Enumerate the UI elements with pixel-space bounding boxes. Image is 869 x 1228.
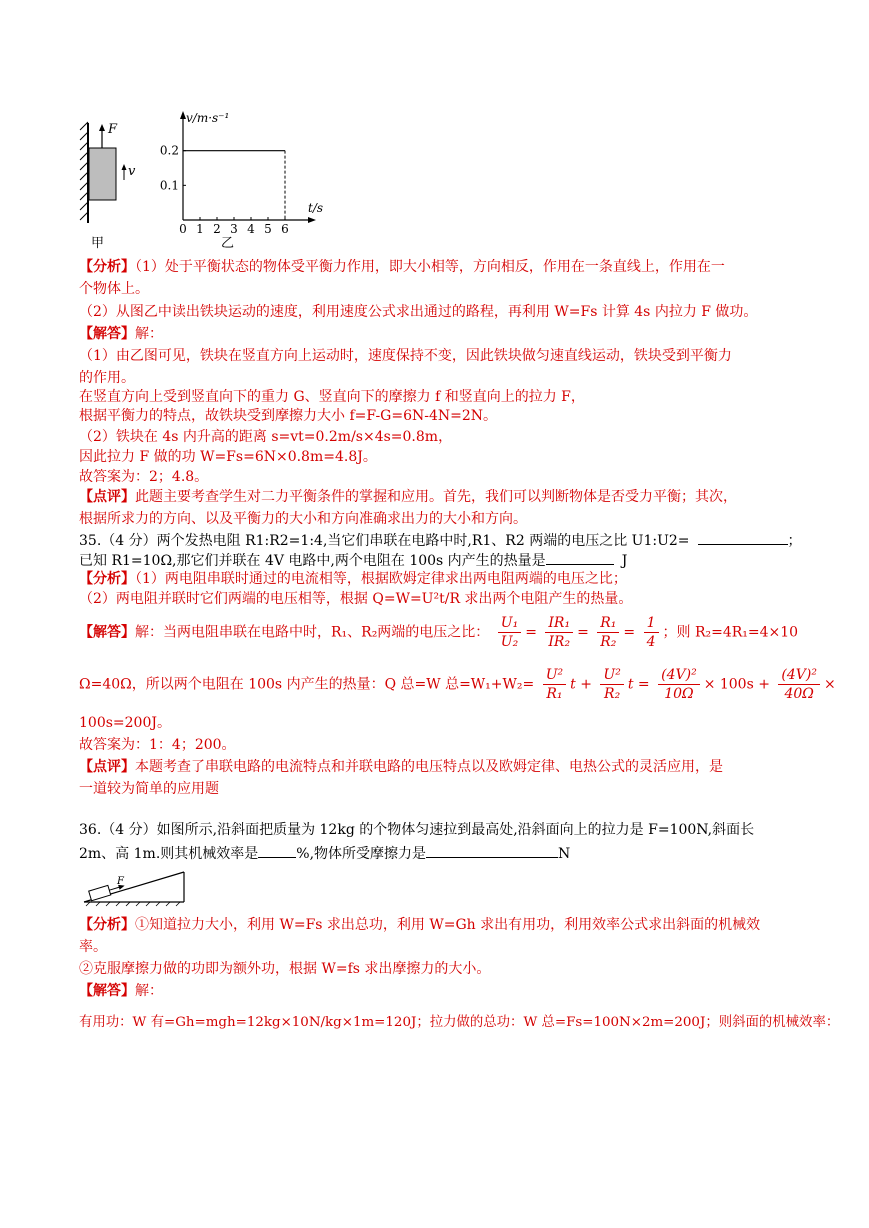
incline-figure (82, 868, 188, 908)
fraction-u1-u2: $\frac{\text{U₁}}{\text{U₂}}$ (498, 614, 521, 651)
label-jia: 甲 (91, 236, 105, 251)
velocity-time-chart (158, 108, 328, 233)
q34-answer-5: 因此拉力 F 做的功 W=Fs=6N×0.8m=4.8J。 (79, 449, 377, 465)
q35-answer-d: 故答案为：1：4；200。 (79, 737, 236, 753)
y-tick-label: 0.1 (159, 178, 179, 193)
figure-jia (78, 118, 138, 228)
q35-answer-b: Ω=40Ω，所以两个电阻在 100s 内产生的热量：Q 总=W 总=W₁+W₂= $\frac{\text{U²}}{\text{R₁}}$ t + $\frac{\text{U²}}{\text{R₂}}$ t = $\frac{\text{(4V)²}}{10\Omega}$ × 100s + $\frac{\text{(4V)²}}{40\Omega}$ × (79, 667, 836, 702)
force-label: F (108, 122, 118, 137)
fraction-ir1-ir2: $\frac{\text{IR₁}}{\text{IR₂}}$ (545, 614, 573, 651)
q36-analysis-2: ②克服摩擦力做的功即为额外功，根据 W=fs 求出摩擦力的大小。 (79, 961, 491, 977)
q34-answer-6: 故答案为：2；4.8。 (79, 469, 209, 485)
q34-analysis-1: 【分析】（1）处于平衡状态的物体受平衡力作用，即大小相等，方向相反，作用在一条直线上，作用在一 (79, 259, 725, 275)
q36-stem-1: 36.（4 分）如图所示,沿斜面把质量为 12kg 的个物体匀速拉到最高处,沿斜面向上的拉力是 F=100N,斜面长 (79, 822, 755, 838)
x-tick-label: 5 (264, 222, 272, 233)
q35-answer-a: 【解答】解：当两电阻串联在电路中时，R₁、R₂两端的电压之比： $\frac{\text{U₁}}{\text{U₂}}$ = $\frac{\text{IR₁}}{\text{IR₂}}$ = $\frac{\text{R₁}}{\text{R₂}}$ = $\frac{1}{4}$ ；则 R₂=4R₁=4×10 (79, 615, 799, 650)
answer-blank-1[interactable] (698, 530, 788, 545)
fraction-r1-r2: $\frac{\text{R₁}}{\text{R₂}}$ (597, 614, 619, 651)
x-tick-label: 1 (196, 222, 204, 233)
fraction-u2-r2: $\frac{\text{U²}}{\text{R₂}}$ (600, 666, 623, 703)
answer-blank-3[interactable] (258, 843, 296, 858)
q34-answer-1b: 的作用。 (79, 370, 135, 386)
q34-answer-4: （2）铁块在 4s 内升高的距离 s=vt=0.2m/s×4s=0.8m， (79, 429, 453, 445)
velocity-label: v (128, 164, 136, 179)
x-axis-label: t/s (308, 201, 324, 215)
fraction-u2-r1: $\frac{\text{U²}}{\text{R₁}}$ (543, 666, 566, 703)
q36-answer-1: 有用功：W 有=Gh=mgh=12kg×10N/kg×1m=120J；拉力做的总功：W 总=Fs=100N×2m=200J；则斜面的机械效率： (79, 1015, 840, 1030)
q34-analysis-1b: 个物体上。 (79, 281, 149, 297)
q36-stem-2: 2m、高 1m.则其机械效率是 %,物体所受摩擦力是 N (79, 843, 570, 863)
q35-analysis-1: 【分析】（1）两电阻串联时通过的电流相等，根据欧姆定律求出两电阻两端的电压之比； (79, 571, 627, 587)
x-tick-label: 2 (213, 222, 221, 233)
fraction-4v2-40ohm: $\frac{\text{(4V)²}}{40\Omega}$ (778, 666, 820, 703)
q34-answer-3: 根据平衡力的特点，故铁块受到摩擦力大小 f=F-G=6N-4N=2N。 (79, 408, 498, 424)
q35-answer-c: 100s=200J。 (79, 715, 171, 731)
x-axis-arrow (308, 217, 316, 223)
x-tick-label: 4 (247, 222, 255, 233)
q35-stem-1: 35.（4 分）两个发热电阻 R1:R2=1:4,当它们串联在电路中时,R1、R2 两端的电压之比 U1:U2= ； (79, 530, 802, 550)
y-tick-label: 0.2 (159, 143, 179, 158)
answer-blank-4[interactable] (426, 843, 558, 858)
fraction-4v2-10ohm: $\frac{\text{(4V)²}}{10\Omega}$ (658, 666, 700, 703)
x-tick-label: 0 (179, 222, 187, 233)
q36-analysis-1b: 率。 (79, 939, 107, 955)
q35-analysis-2: （2）两电阻并联时它们两端的电压相等，根据 Q=W=U²t/R 求出两个电阻产生的热量。 (79, 591, 633, 607)
q34-analysis-2: （2）从图乙中读出铁块运动的速度，利用速度公式求出通过的路程，再利用 W=Fs 计算 4s 内拉力 F 做功。 (79, 304, 758, 320)
x-tick-label: 3 (230, 222, 238, 233)
fraction-1-4: $\frac{1}{4}$ (644, 614, 659, 651)
y-axis-label: v/m·s⁻¹ (186, 111, 230, 125)
incline-diagram (82, 868, 188, 908)
x-tick-label: 6 (281, 222, 289, 233)
q35-comment-1: 【点评】本题考查了串联电路的电流特点和并联电路的电压特点以及欧姆定律、电热公式的灵活应用，是 (79, 759, 723, 775)
figure-yi-chart (158, 108, 328, 233)
q34-comment-2: 根据所求力的方向、以及平衡力的大小和方向准确求出力的大小和方向。 (79, 511, 527, 527)
q35-stem-2: 已知 R1=10Ω,那它们并联在 4V 电路中,两个电阻在 100s 内产生的热量是 J (79, 550, 627, 570)
q36-analysis-1: 【分析】①知道拉力大小，利用 W=Fs 求出总功，利用 W=Gh 求出有用功，利用效率公式求出斜面的机械效 (79, 917, 761, 933)
q34-comment-1: 【点评】此题主要考查学生对二力平衡条件的掌握和应用。首先，我们可以判断物体是否受力平衡；其次， (79, 489, 737, 505)
answer-blank-2[interactable] (546, 550, 614, 565)
q34-answer-intro: 【解答】解： (79, 326, 163, 342)
q35-comment-2: 一道较为简单的应用题 (79, 781, 219, 797)
q36-answer-intro: 【解答】解： (79, 983, 163, 999)
label-yi: 乙 (221, 236, 235, 251)
q34-answer-2: 在竖直方向上受到竖直向下的重力 G、竖直向下的摩擦力 f 和竖直向上的拉力 F， (79, 389, 585, 405)
incline-force-label: F (117, 876, 124, 887)
q34-answer-1: （1）由乙图可见，铁块在竖直方向上运动时，速度保持不变，因此铁块做匀速直线运动，铁块受到平衡力 (79, 348, 732, 364)
